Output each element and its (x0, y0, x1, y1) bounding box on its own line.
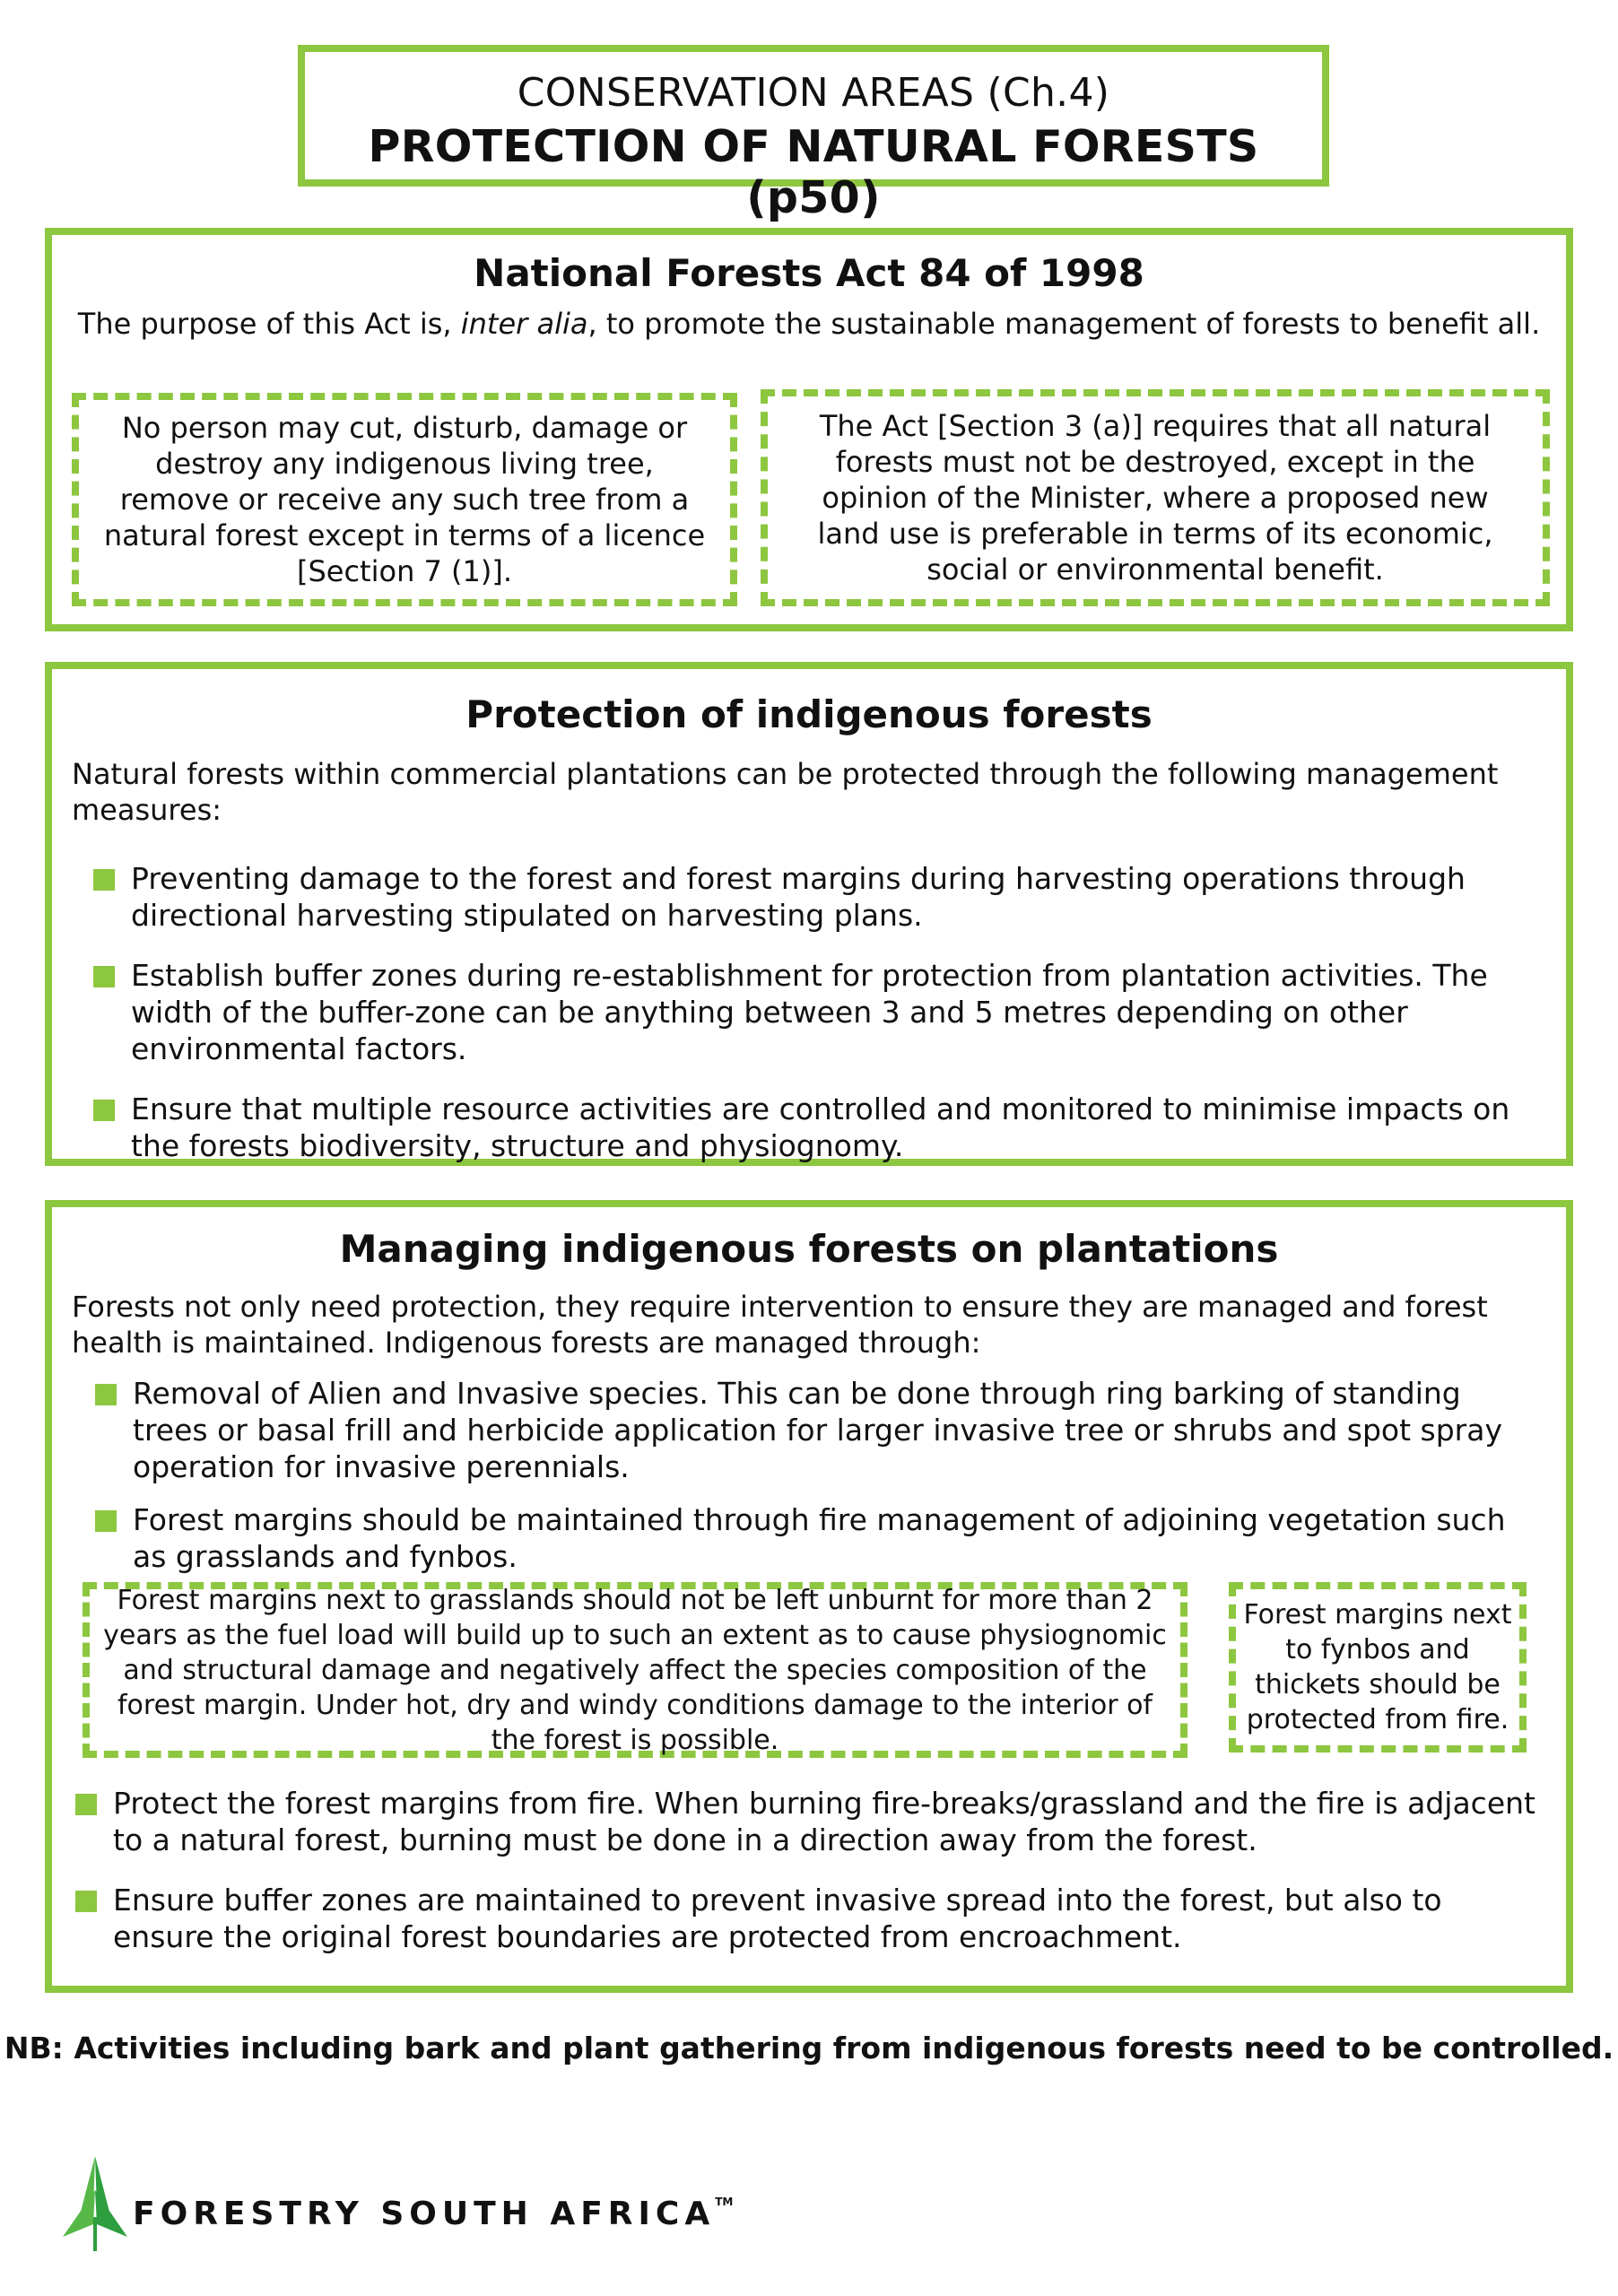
act-intro-part1: The purpose of this Act is, (77, 307, 461, 341)
act-note-licence-text: No person may cut, disturb, damage or destroy any indigenous living tree, remove or receive any such tree from a natural forest except in terms of a licence [Section 7 (1)]. (103, 411, 706, 588)
tree-logo-icon (57, 2154, 133, 2253)
act-intro-italic: inter alia (460, 307, 588, 341)
trademark-mark: TM (715, 2196, 734, 2208)
list-item (113, 1785, 1539, 1858)
act-section-intro (52, 306, 1566, 342)
list-item (131, 860, 1512, 934)
protection-section (45, 662, 1573, 1166)
act-note-licence (72, 393, 737, 606)
list-item (113, 1882, 1539, 1955)
list-item-text: Protect the forest margins from fire. When burning fire-breaks/grassland and the fire is adjacent to a natural forest, burning must be done in a direction away from the forest. (113, 1786, 1535, 1857)
protection-bullet-list (131, 860, 1512, 1164)
list-item-text: Preventing damage to the forest and forest margins during harvesting operations through directional harvesting stipulated on harvesting plans. (131, 861, 1466, 933)
protection-section-title: Protection of indigenous forests (465, 692, 1153, 736)
list-item (133, 1375, 1512, 1485)
list-item-text: Forest margins should be maintained through fire management of adjoining vegetation such as grasslands and fynbos. (133, 1502, 1506, 1574)
list-item-text: Establish buffer zones during re-establishment for protection from plantation activities. The width of the buffer-zone can be anything between 3 and 5 metres depending on other environmental factors. (131, 958, 1488, 1066)
bullet-square-icon (75, 1794, 97, 1815)
logo-text: FORESTRY SOUTH AFRICA (133, 2196, 716, 2232)
footer-note: NB: Activities including bark and plant gathering from indigenous forests need to be controlled. (4, 2031, 1614, 2066)
bullet-square-icon (95, 1510, 117, 1532)
forestry-south-africa-logo (57, 2154, 734, 2253)
list-item-text: Removal of Alien and Invasive species. This can be done through ring barking of standing trees or basal frill and herbicide application for larger invasive tree or shrubs and spot spray operation for invasive perennials. (133, 1376, 1502, 1484)
bullet-square-icon (95, 1384, 117, 1405)
list-item (133, 1501, 1512, 1575)
protection-section-intro: Natural forests within commercial plantations can be protected through the following management measures: (72, 757, 1499, 827)
act-section-title: National Forests Act 84 of 1998 (474, 251, 1144, 295)
list-item-text: Ensure buffer zones are maintained to prevent invasive spread into the forest, but also to ensure the original forest boundaries are protected from encroachment. (113, 1883, 1442, 1954)
act-note-section3 (761, 389, 1550, 606)
managing-section-intro: Forests not only need protection, they require intervention to ensure they are managed and forest health is maintained. Indigenous forests are managed through: (72, 1290, 1488, 1360)
grassland-margin-note (83, 1582, 1187, 1758)
list-item-text: Ensure that multiple resource activities are controlled and monitored to minimise impacts on the forests biodiversity, structure and physiognomy. (131, 1091, 1510, 1163)
list-item (131, 1091, 1512, 1164)
page-header (298, 45, 1329, 223)
bullet-square-icon (93, 869, 115, 891)
bullet-square-icon (93, 1100, 115, 1121)
grassland-margin-note-text: Forest margins next to grasslands should not be left unburnt for more than 2 years as the fuel load will build up to such an extent as to cause physiognomic and structural damage and negatively affect the species composition of the forest margin. Under hot, dry and windy conditions damage to the interior of the forest is possible. (103, 1584, 1167, 1756)
bullet-square-icon (75, 1891, 97, 1912)
bullet-square-icon (93, 966, 115, 987)
logo-wordmark (133, 2196, 733, 2232)
page-title: PROTECTION OF NATURAL FORESTS (p50) (368, 121, 1259, 223)
managing-bullet-list-top (133, 1375, 1512, 1575)
act-intro-part2: , to promote the sustainable management of forests to benefit all. (587, 307, 1541, 341)
managing-bullet-list-bottom (113, 1785, 1539, 1979)
fynbos-margin-note (1229, 1582, 1527, 1752)
act-note-section3-text: The Act [Section 3 (a)] requires that all natural forests must not be destroyed, except in the opinion of the Minister, where a proposed new land use is preferable in terms of its economic, social or environmental benefit. (817, 409, 1493, 587)
managing-section-title: Managing indigenous forests on plantations (339, 1227, 1279, 1271)
fynbos-margin-note-text: Forest margins next to fynbos and thickets should be protected from fire. (1243, 1599, 1512, 1735)
header-subtitle: CONSERVATION AREAS (Ch.4) (517, 70, 1110, 116)
list-item (131, 957, 1512, 1067)
